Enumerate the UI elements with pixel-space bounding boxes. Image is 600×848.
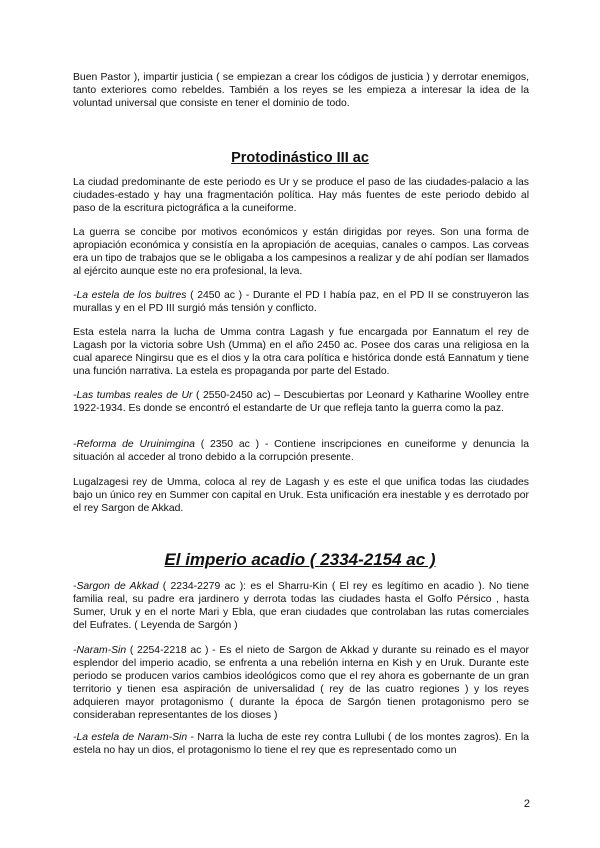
text-reforma-uruinimgina: ( 2350 ac ) - Contiene inscripciones en cuneiforme y denuncia la situación al acceder al trono debido a la corrupción presente. <box>73 439 530 463</box>
paragraph-guerra: La guerra se concibe por motivos económicos y están dirigidas por reyes. Son una forma de apropiación económica y consistía en la apropiación de acequias, canales o campos. Las corveas era un tipo de trabajos que se le obligaba a los campesinos a realizar y de ahí podían ser llamados al ejército aunque este no era profesional, la leva. <box>73 227 529 277</box>
paragraph-estela-naram-sin <box>73 731 529 757</box>
text-sargon: ( 2234-2279 ac ): es el Sharru-Kin ( El rey es legítimo en acadio ). No tiene familia real, su padre era jardinero y derrota todas las ciudades hasta el Golfo Pérsico , hasta Sumer, Uruk y en el norte Mari y Ebla, que eran ciudades que controlaban las rutas comerciales del Eufrates. ( Leyenda de Sargón ) <box>73 581 529 631</box>
text-naram-sin: ( 2254-2218 ac ) - Es el nieto de Sargon de Akkad y durante su reinado es el mayor esplendor del imperio acadio, se enfrenta a una rebelión interna en Kish y en Uruk. Durante este periodo se producen varios cambios ideológicos como que el rey ahora es gobernante de un gran territorio y tienen esa aspiración de universalidad ( rey de las cuatro regiones ) y los reyes adquieren mayor protagonismo ( durante la época de Sargón tienen protagonismo pero se consideraban representantes de los dioses ) <box>73 645 529 721</box>
heading-protodinastico: Protodinástico III ac <box>231 150 369 166</box>
paragraph-sargon <box>73 580 529 632</box>
term-estela-buitres: -La estela de los buitres <box>73 290 187 301</box>
paragraph-lugalzagesi: Lugalzagesi rey de Umma, coloca al rey de Lagash y es este el que unifica todas las ciudades bajo un único rey en Summer con capital en Uruk. Esta unificación era inestable y es derrotado por el rey Sargon de Akkad. <box>73 477 529 514</box>
term-tumbas-reales: -Las tumbas reales de Ur <box>73 390 193 401</box>
paragraph-ciudad-predominante: La ciudad predominante de este periodo es Ur y se produce el paso de las ciudades-palacio a las ciudades-estado y hay una fragmentación política. Hay más fuentes de este periodo debido al paso de la escritura pictográfica a la cuneiforme. <box>73 177 529 214</box>
term-sargon: -Sargon de Akkad <box>73 581 159 592</box>
paragraph-buen-pastor: Buen Pastor ), impartir justicia ( se empiezan a crear los códigos de justicia ) y derrotar enemigos, tanto exteriores como rebeldes. También a los reyes se les empieza a interesar la idea de la voluntad universal que consiste en tener el dominio de todo. <box>73 72 529 109</box>
paragraph-tumbas-reales <box>73 389 529 415</box>
heading-imperio-acadio: El imperio acadio ( 2334-2154 ac ) <box>164 550 436 569</box>
text-estela-buitres: ( 2450 ac ) - Durante el PD I había paz, en el PD II se construyeron las murallas y en el PD III surgió más tensión y conflicto. <box>73 290 529 314</box>
term-reforma-uruinimgina: -Reforma de Uruinimgina <box>73 439 195 450</box>
term-naram-sin: -Naram-Sin <box>73 645 127 656</box>
term-estela-naram-sin: -La estela de Naram-Sin <box>73 732 188 743</box>
paragraph-estela-buitres <box>73 289 529 315</box>
paragraph-naram-sin <box>73 644 529 722</box>
text-estela-naram-sin: - Narra la lucha de este rey contra Lullubi ( de los montes zagros). En la estela no hay un dios, el protagonismo lo tiene el rey que es representado como un <box>73 732 529 756</box>
paragraph-reforma-uruinimgina <box>73 438 529 464</box>
text-tumbas-reales: ( 2550-2450 ac) – Descubiertas por Leonard y Katharine Woolley entre 1922-1934. Es donde se encontró el estandarte de Ur que refleja tanto la guerra como la paz. <box>73 390 529 414</box>
paragraph-umma-lagash: Esta estela narra la lucha de Umma contra Lagash y fue encargada por Eannatum el rey de Lagash por la victoria sobre Ush (Umma) en el año 2450 ac. Posee dos caras una religiosa en la cual aparece Ningirsu que es el dios y la otra cara política e histórica donde está Eannatum y tiene una función narrativa. La estela es propaganda por parte del Estado. <box>73 327 529 377</box>
page-number: 2 <box>523 798 530 810</box>
